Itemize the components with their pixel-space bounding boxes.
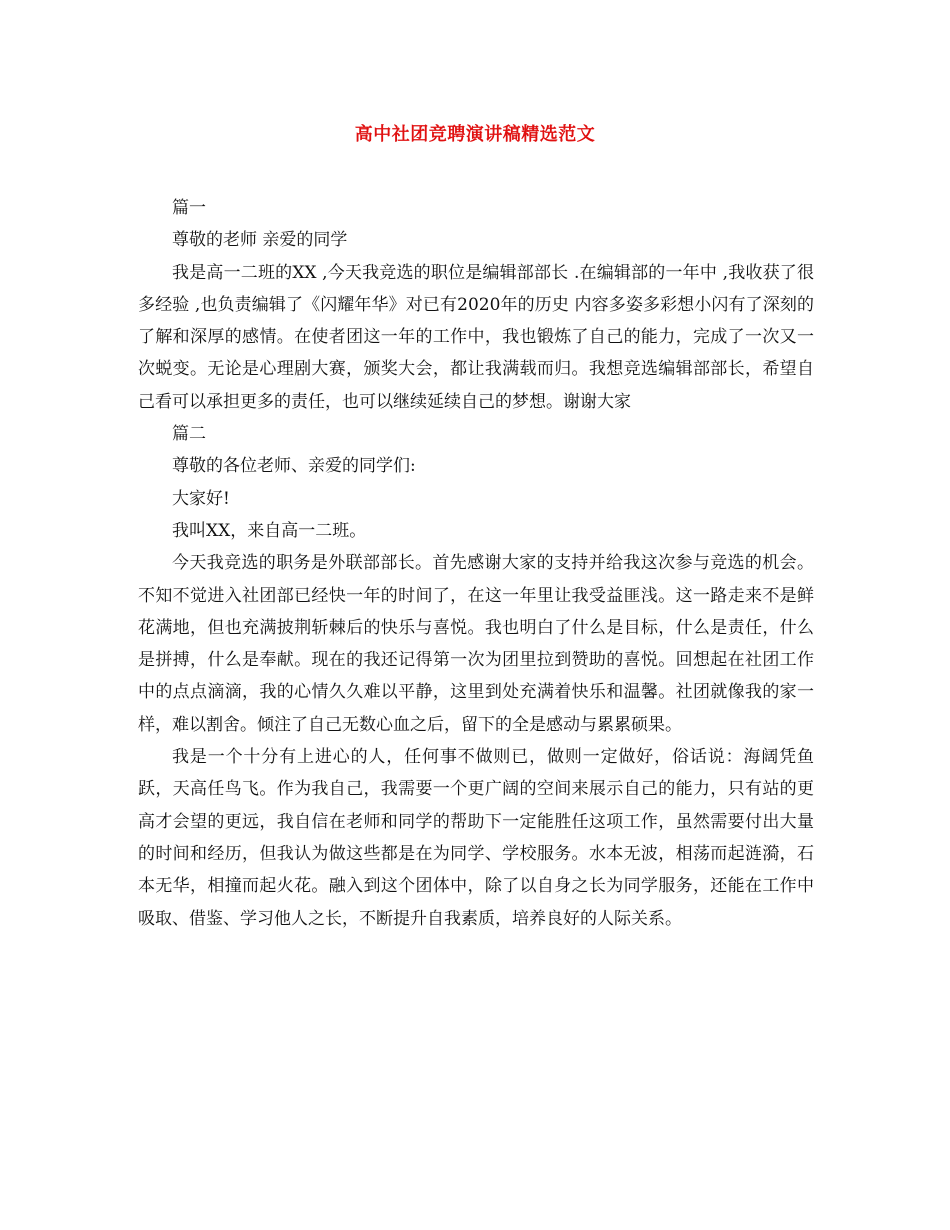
salutation-2: 尊敬的各位老师、亲爱的同学们: [172,456,416,477]
paragraph: 我是高一二班的XX ,今天我竞选的职位是编辑部部长 .在编辑部的一年中 ,我收获了很多经验 ,也负责编辑了《闪耀年华》对已有2020年的历史 内容多姿多彩想小闪有了深刻的了解和深厚的感情。在使者团这一年的工作中，我也锻炼了自己的能力，完成了一次又一次蜕变。无论是心理剧大赛，颁奖大会，都让我满载而归。我想竞选编辑部部长，希望自己看可以承担更多的责任，也可以继续延续自己的梦想。谢谢大家 [138,262,814,412]
section-heading-2: 篇二 [172,424,206,445]
greeting: 大家好! [172,488,230,509]
section-heading-1: 篇一 [172,198,206,218]
self-introduction: 我叫XX，来自高一二班。 [172,520,367,541]
document-title: 高中社团竞聘演讲稿精选范文 [354,124,596,145]
salutation-1: 尊敬的老师 亲爱的同学 [172,230,348,251]
paragraph: 我是一个十分有上进心的人，任何事不做则已，做则一定做好，俗话说：海阔凭鱼跃，天高任鸟飞。作为我自己，我需要一个更广阔的空间来展示自己的能力，只有站的更高才会望的更远，我自信在老师和同学的帮助下一定能胜任这项工作，虽然需要付出大量的时间和经历，但我认为做这些都是在为同学、学校服务。水本无波，相荡而起涟漪，石本无华，相撞而起火花。融入到这个团体中，除了以自身之长为同学服务，还能在工作中吸取、借鉴、学习他人之长，不断提升自我素质，培养良好的人际关系。 [138,747,814,929]
paragraph: 今天我竞选的职务是外联部部长。首先感谢大家的支持并给我这次参与竞选的机会。不知不觉进入社团部已经快一年的时间了，在这一年里让我受益匪浅。这一路走来不是鲜花满地，但也充满披荆斩棘后的快乐与喜悦。我也明白了什么是目标，什么是责任，什么是拼搏，什么是奉献。现在的我还记得第一次为团里拉到赞助的喜悦。回想起在社团工作中的点点滴滴，我的心情久久难以平静，这里到处充满着快乐和温馨。社团就像我的家一样，难以割舍。倾注了自己无数心血之后，留下的全是感动与累累硕果。 [138,553,814,735]
document-body [138,192,814,935]
